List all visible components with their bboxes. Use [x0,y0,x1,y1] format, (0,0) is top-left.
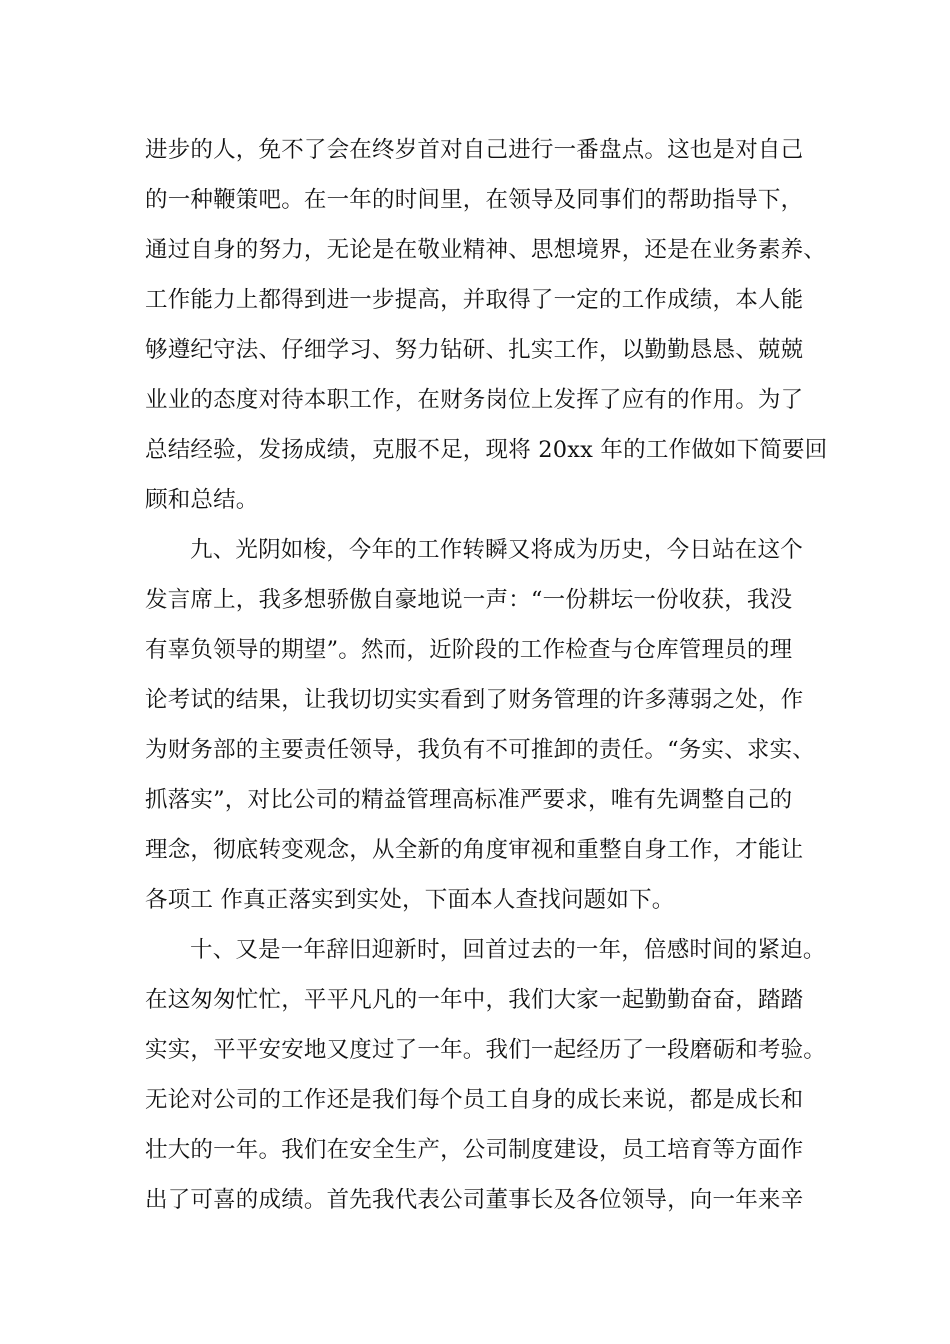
text-line: 无论对公司的工作还是我们每个员工自身的成长来说，都是成长和 [145,1087,804,1113]
paragraph-first-line: 十、又是一年辞旧迎新时，回首过去的一年，倍感时间的紧迫。 [190,937,826,963]
text-line: 壮大的一年。我们在安全生产，公司制度建设，员工培育等方面作 [145,1137,804,1163]
text-line: 的一种鞭策吧。在一年的时间里，在领导及同事们的帮助指导下， [145,187,804,213]
text-line: 顾和总结。 [145,487,259,513]
text-line: 进步的人，免不了会在终岁首对自己进行一番盘点。这也是对自己 [145,137,804,163]
text-line: 够遵纪守法、仔细学习、努力钻研、扎实工作，以勤勤恳恳、兢兢 [145,337,804,363]
text-line: 论考试的结果，让我切切实实看到了财务管理的许多薄弱之处，作 [145,687,804,713]
paragraph-first-line: 九、光阴如梭，今年的工作转瞬又将成为历史，今日站在这个 [190,537,803,563]
text-line: 工作能力上都得到进一步提高，并取得了一定的工作成绩，本人能 [145,287,804,313]
text-line: 理念，彻底转变观念，从全新的角度审视和重整自身工作，才能让 [145,837,804,863]
text-line: 为财务部的主要责任领导，我负有不可推卸的责任。“务实、求实、 [145,737,816,763]
text-line: 出了可喜的成绩。首先我代表公司董事长及各位领导，向一年来辛 [145,1187,804,1213]
text-line: 有辜负领导的期望”。然而，近阶段的工作检查与仓库管理员的理 [145,637,793,663]
text-line: 抓落实”，对比公司的精益管理高标准严要求，唯有先调整自己的 [145,787,793,813]
text-line: 发言席上，我多想骄傲自豪地说一声：“一份耕坛一份收获，我没 [145,587,793,613]
text-line: 实实，平平安安地又度过了一年。我们一起经历了一段磨砺和考验。 [145,1037,827,1063]
text-line: 业业的态度对待本职工作，在财务岗位上发挥了应有的作用。为了 [145,387,804,413]
text-line: 通过自身的努力，无论是在敬业精神、思想境界，还是在业务素养、 [145,237,827,263]
text-line: 在这匆匆忙忙，平平凡凡的一年中，我们大家一起勤勤奋奋，踏踏 [145,987,804,1013]
text-line: 各项工 作真正落实到实处，下面本人查找问题如下。 [145,887,675,913]
text-line: 总结经验，发扬成绩，克服不足，现将 20xx 年的工作做如下简要回 [145,437,828,463]
